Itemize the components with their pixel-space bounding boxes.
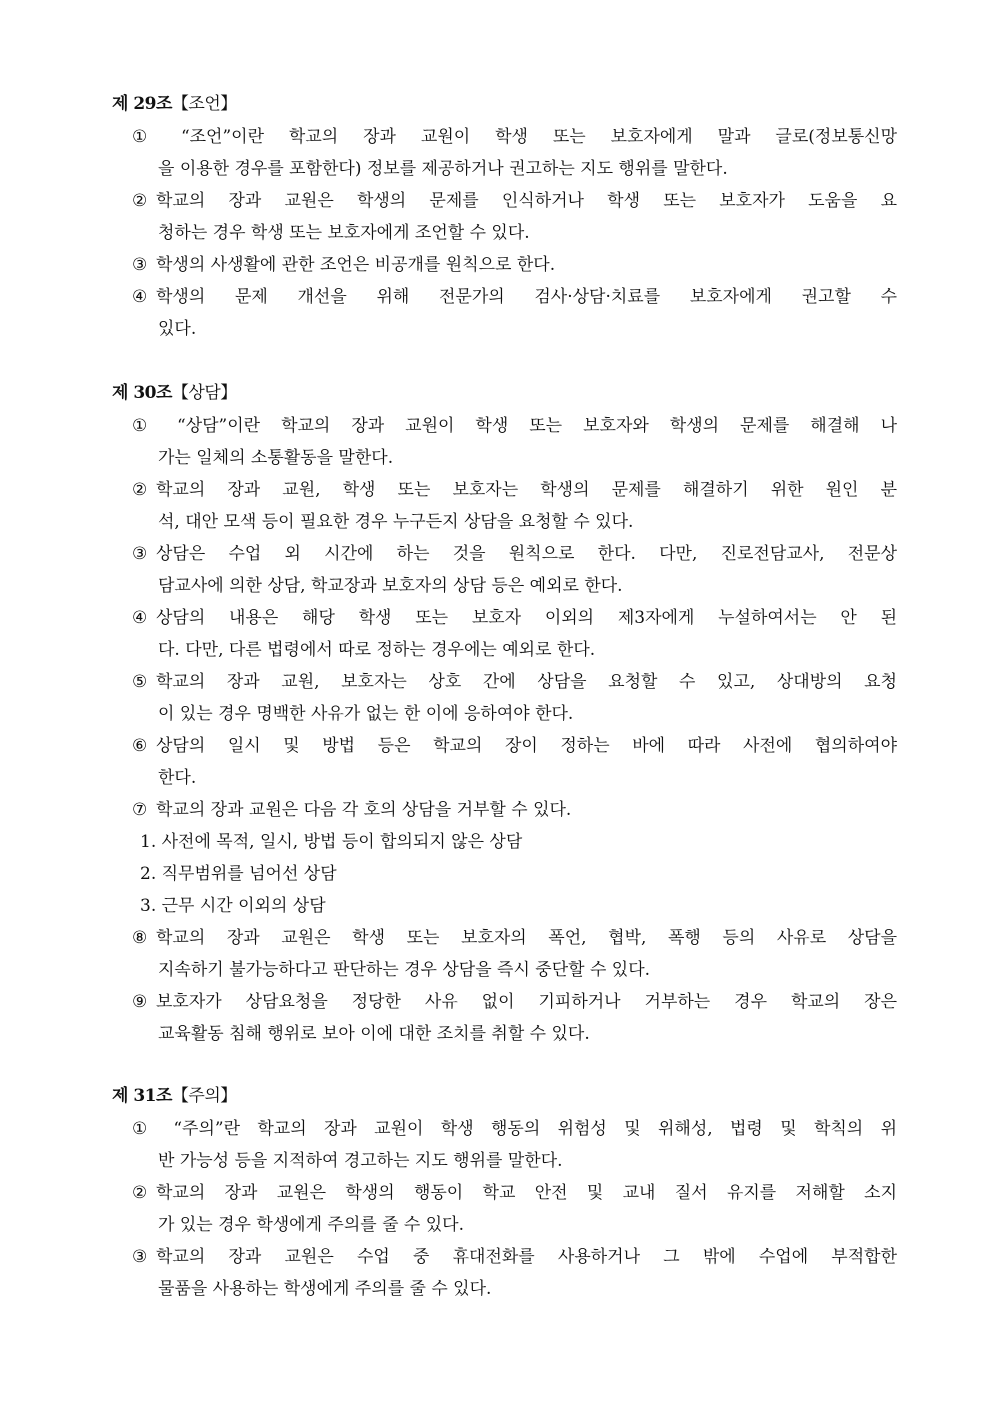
clause-2-cont: 가 있는 경우 학생에게 주의를 줄 수 있다. — [158, 1215, 464, 1235]
article-title — [112, 382, 902, 404]
clause-8: ⑧ 학교의 장과 교원은 학생 또는 보호자의 폭언, 협박, 폭행 등의 사유로 상담을 — [132, 928, 897, 948]
clause-3: ③ 학생의 사생활에 관한 조언은 비공개를 원칙으로 한다. — [132, 255, 556, 275]
clause-2-cont: 청하는 경우 학생 또는 보호자에게 조언할 수 있다. — [158, 223, 530, 243]
clause-2-cont: 석, 대안 모색 등이 필요한 경우 누구든지 상담을 요청할 수 있다. — [158, 512, 634, 532]
article-heading: 【주의】 — [171, 1086, 237, 1106]
clause-7: ⑦ 학교의 장과 교원은 다음 각 호의 상담을 거부할 수 있다. — [132, 800, 572, 820]
clause-3-cont: 물품을 사용하는 학생에게 주의를 줄 수 있다. — [158, 1279, 492, 1299]
clause-9: ⑨ 보호자가 상담요청을 정당한 사유 없이 기피하거나 거부하는 경우 학교의 장은 — [132, 992, 897, 1012]
clause-1: ① “상담”이란 학교의 장과 교원이 학생 또는 보호자와 학생의 문제를 해결해 나 — [132, 416, 897, 436]
clause-4: ④ 학생의 문제 개선을 위해 전문가의 검사·상담·치료를 보호자에게 권고할 수 — [132, 287, 897, 307]
clause-2: ② 학교의 장과 교원, 학생 또는 보호자는 학생의 문제를 해결하기 위한 원인 분 — [132, 480, 897, 500]
subitem-1: 1. 사전에 목적, 일시, 방법 등이 합의되지 않은 상담 — [140, 832, 523, 852]
article-30 — [112, 382, 902, 1050]
clause-4-cont: 다. 다만, 다른 법령에서 따로 정하는 경우에는 예외로 한다. — [158, 640, 596, 660]
clause-8-cont: 지속하기 불가능하다고 판단하는 경우 상담을 즉시 중단할 수 있다. — [158, 960, 651, 980]
clause-2: ② 학교의 장과 교원은 학생의 행동이 학교 안전 및 교내 질서 유지를 저해할 소지 — [132, 1183, 897, 1203]
article-29 — [112, 93, 902, 345]
clause-5: ⑤ 학교의 장과 교원, 보호자는 상호 간에 상담을 요청할 수 있고, 상대방의 요청 — [132, 672, 897, 692]
article-title — [112, 1085, 902, 1107]
clause-1-cont: 을 이용한 경우를 포함한다) 정보를 제공하거나 권고하는 지도 행위를 말한다. — [158, 159, 728, 179]
clause-1: ① “주의”란 학교의 장과 교원이 학생 행동의 위험성 및 위해성, 법령 및 학칙의 위 — [132, 1119, 898, 1139]
clause-3: ③ 상담은 수업 외 시간에 하는 것을 원칙으로 한다. 다만, 진로전담교사, 전문상 — [132, 544, 897, 564]
subitem-2: 2. 직무범위를 넘어선 상담 — [140, 864, 337, 884]
article-31 — [112, 1085, 902, 1305]
clause-1-cont: 반 가능성 등을 지적하여 경고하는 지도 행위를 말한다. — [158, 1151, 563, 1171]
article-number: 제 29조 — [112, 94, 172, 114]
clause-2: ② 학교의 장과 교원은 학생의 문제를 인식하거나 학생 또는 보호자가 도움을 요 — [132, 191, 897, 211]
clause-3: ③ 학교의 장과 교원은 수업 중 휴대전화를 사용하거나 그 밖에 수업에 부적합한 — [132, 1247, 897, 1267]
article-title — [112, 93, 902, 115]
clause-5-cont: 이 있는 경우 명백한 사유가 없는 한 이에 응하여야 한다. — [158, 704, 574, 724]
clause-1: ① “조언”이란 학교의 장과 교원이 학생 또는 보호자에게 말과 글로(정보통신망 — [132, 127, 898, 147]
article-heading: 【조언】 — [171, 94, 237, 114]
clause-1-cont: 가는 일체의 소통활동을 말한다. — [158, 448, 394, 468]
article-number: 제 30조 — [112, 383, 172, 403]
article-heading: 【상담】 — [171, 383, 237, 403]
subitem-3: 3. 근무 시간 이외의 상담 — [140, 896, 326, 916]
clause-3-cont: 담교사에 의한 상담, 학교장과 보호자의 상담 등은 예외로 한다. — [158, 576, 623, 596]
clause-6: ⑥ 상담의 일시 및 방법 등은 학교의 장이 정하는 바에 따라 사전에 협의하여야 — [132, 736, 897, 756]
clause-4-cont: 있다. — [158, 319, 197, 339]
clause-9-cont: 교육활동 침해 행위로 보아 이에 대한 조치를 취할 수 있다. — [158, 1024, 590, 1044]
clause-6-cont: 한다. — [158, 768, 197, 788]
article-number: 제 31조 — [112, 1086, 172, 1106]
clause-4: ④ 상담의 내용은 해당 학생 또는 보호자 이외의 제3자에게 누설하여서는 안 된 — [132, 608, 897, 628]
